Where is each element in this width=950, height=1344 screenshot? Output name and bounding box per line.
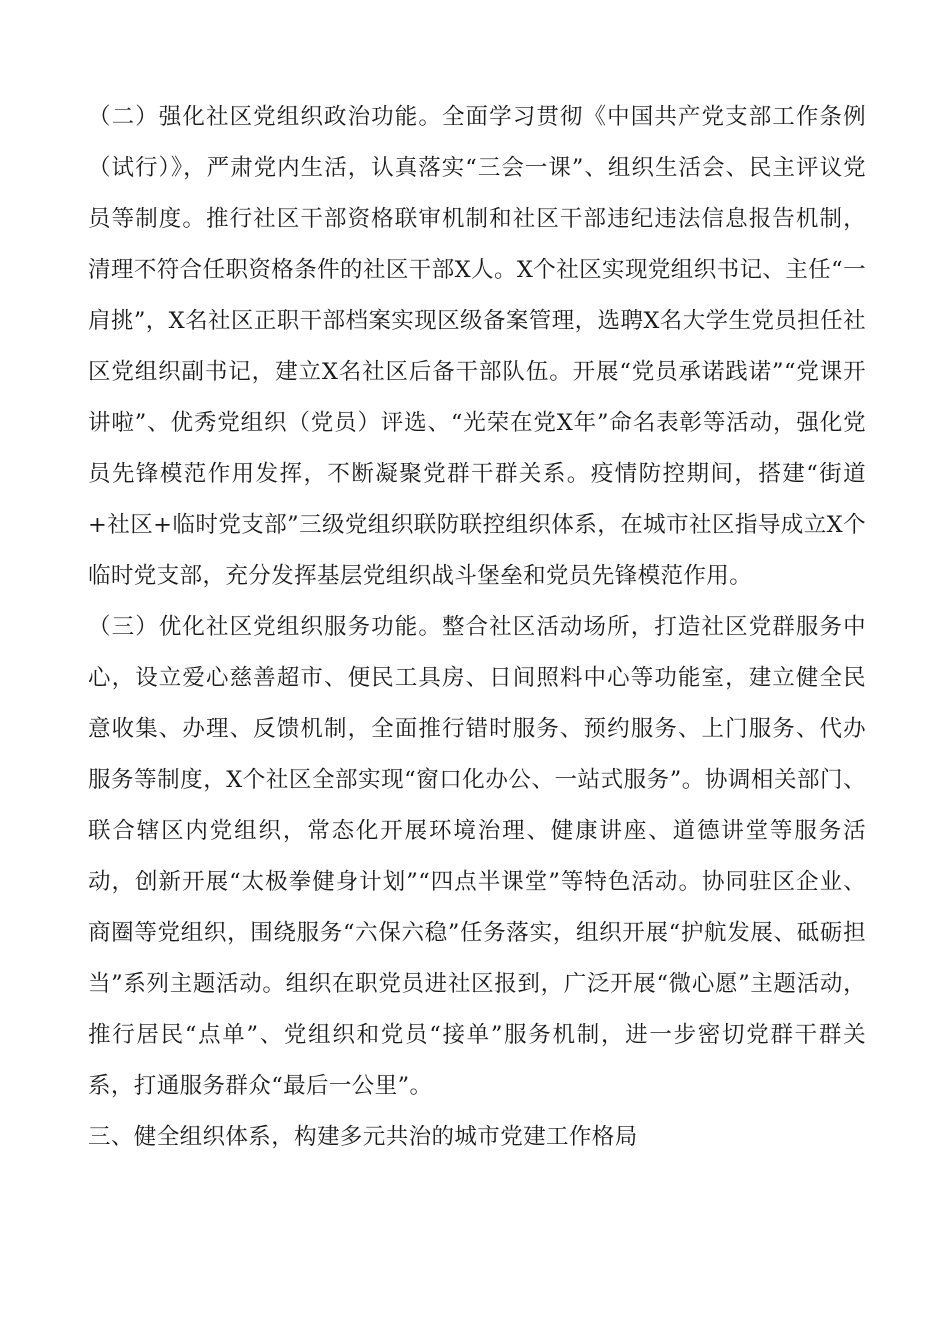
paragraph-political-function: （二）强化社区党组织政治功能。全面学习贯彻《中国共产党支部工作条例（试行）》，严肃党内生活，认真落实“三会一课”、组织生活会、民主评议党员等制度。推行社区干部资格联审机制和社区干部违纪违法信息报告机制，清理不符合任职资格条件的社区干部X人。X个社区实现党组织书记、主任“一肩挑”，X名社区正职干部档案实现区级备案管理，选聘X名大学生党员担任社区党组织副书记，建立X名社区后备干部队伍。开展“党员承诺践诺”“党课开讲啦”、优秀党组织（党员）评选、“光荣在党X年”命名表彰等活动，强化党员先锋模范作用发挥，不断凝聚党群干群关系。疫情防控期间，搭建“街道+社区+临时党支部”三级党组织联防联控组织体系，在城市社区指导成立X个临时党支部，充分发挥基层党组织战斗堡垒和党员先锋模范作用。 (88, 104, 866, 589)
paragraph-service-function: （三）优化社区党组织服务功能。整合社区活动场所，打造社区党群服务中心，设立爱心慈善超市、便民工具房、日间照料中心等功能室，建立健全民意收集、办理、反馈机制，全面推行错时服务、预约服务、上门服务、代办服务等制度，X个社区全部实现“窗口化办公、一站式服务”。协调相关部门、联合辖区内党组织，常态化开展环境治理、健康讲座、道德讲堂等服务活动，创新开展“太极拳健身计划”“四点半课堂”等特色活动。协同驻区企业、商圈等党组织，围绕服务“六保六稳”任务落实，组织开展“护航发展、砥砺担当”系列主题活动。组织在职党员进社区报到，广泛开展“微心愿”主题活动，推行居民“点单”、党组织和党员“接单”服务机制，进一步密切党群干群关系，打通服务群众“最后一公里”。 (88, 614, 866, 1099)
document-page (88, 92, 866, 1163)
section-heading: 三、健全组织体系，构建多元共治的城市党建工作格局 (88, 1124, 638, 1150)
